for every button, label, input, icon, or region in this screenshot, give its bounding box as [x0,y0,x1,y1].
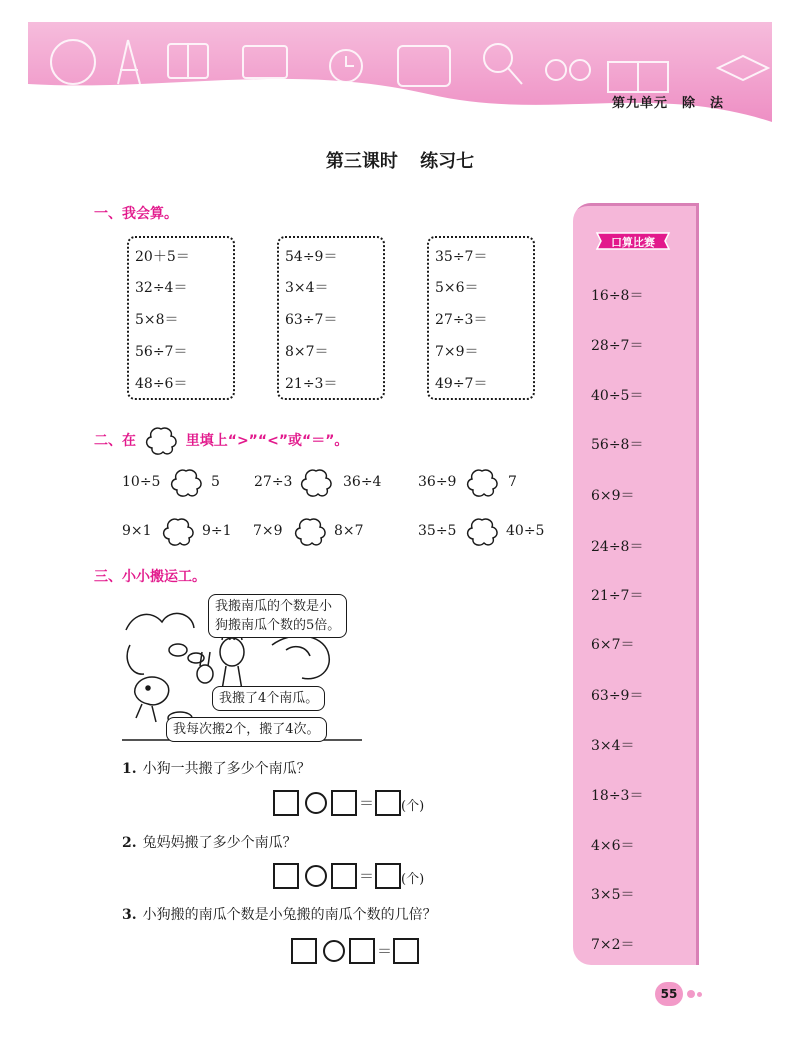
operator-circle[interactable] [305,865,327,887]
oral-item: 21÷7＝ [591,588,644,604]
question-text: 小狗搬的南瓜个数是小兔搬的南瓜个数的几倍？ [142,907,437,923]
calc-item: 27÷3＝ [435,312,488,328]
answer-row-1 [273,790,453,814]
oral-calc-tag-text: 口算比赛 [611,236,655,249]
calc-item: 49÷7＝ [435,376,488,392]
decorative-dot [697,992,702,997]
calc-item: 32÷4＝ [135,280,188,296]
oral-item: 3×5＝ [591,887,635,903]
answer-box[interactable] [331,790,357,816]
calc-box-3 [427,236,535,400]
flower-icon [143,426,179,456]
oral-item: 6×9＝ [591,488,635,504]
answer-box[interactable] [331,863,357,889]
question-text: 兔妈妈搬了多少个南瓜？ [142,835,297,851]
oral-item: 6×7＝ [591,637,635,653]
compare-right: 36÷4 [343,474,382,490]
oral-calc-sidebar [573,203,699,965]
oral-item: 3×4＝ [591,738,635,754]
oral-item: 56÷8＝ [591,437,644,453]
oral-item: 16÷8＝ [591,288,644,304]
lesson-title [0,147,800,173]
calc-item: 8×7＝ [285,344,329,360]
compare-left: 7×9 [253,523,283,539]
section-1-title: 一、我会算。 [94,206,178,222]
dog-speech-bubble: 我每次搬2个，搬了4次。 [166,717,327,742]
calc-item: 7×9＝ [435,344,479,360]
rabbit-speech-bubble: 我搬了4个南瓜。 [212,686,325,711]
section-2-title-pre: 二、在 [94,433,136,449]
compare-flower-blank[interactable] [298,468,334,498]
oral-calc-tag [593,231,673,251]
calc-item: 35÷7＝ [435,249,488,265]
calc-item: 63÷7＝ [285,312,338,328]
equals-sign: ＝ [359,794,375,812]
calc-item: 21÷3＝ [285,376,338,392]
compare-left: 36÷9 [418,474,457,490]
compare-left: 10÷5 [122,474,161,490]
question-1 [122,758,311,778]
compare-flower-blank[interactable] [168,468,204,498]
oral-item: 24÷8＝ [591,539,644,555]
answer-box[interactable] [349,938,375,964]
oral-item: 28÷7＝ [591,338,644,354]
compare-left: 35÷5 [418,523,457,539]
question-text: 小狗一共搬了多少个南瓜？ [142,761,311,777]
answer-box[interactable] [375,863,401,889]
lesson-title-lesson: 第三课时 [325,151,398,172]
unit-label: 第九单元 除 法 [612,96,725,111]
answer-box[interactable] [291,938,317,964]
compare-flower-blank[interactable] [464,517,500,547]
calc-item: 54÷9＝ [285,249,338,265]
compare-right: 7 [508,474,517,490]
equals-sign: ＝ [377,942,393,960]
calc-item: 56÷7＝ [135,344,188,360]
answer-box[interactable] [273,863,299,889]
oral-item: 7×2＝ [591,937,635,953]
compare-right: 5 [211,474,220,490]
calc-box-2 [277,236,385,400]
rabbit-mom-speech-bubble [208,594,347,638]
lesson-title-exercise: 练习七 [420,151,475,172]
compare-flower-blank[interactable] [160,517,196,547]
compare-flower-blank[interactable] [292,517,328,547]
answer-box[interactable] [393,938,419,964]
section-3-title: 三、小小搬运工。 [94,569,206,585]
compare-flower-blank[interactable] [464,468,500,498]
equals-sign: ＝ [359,867,375,885]
question-number: 1. [122,761,137,777]
question-3 [122,904,437,924]
answer-box[interactable] [273,790,299,816]
oral-item: 40÷5＝ [591,388,644,404]
calc-item: 48÷6＝ [135,376,188,392]
page-number: 55 [655,982,683,1006]
compare-left: 9×1 [122,523,152,539]
compare-right: 40÷5 [506,523,545,539]
answer-row-2 [273,863,453,887]
answer-row-3 [291,938,431,962]
operator-circle[interactable] [323,940,345,962]
answer-unit: (个) [401,872,425,887]
oral-item: 63÷9＝ [591,688,644,704]
oral-item: 18÷3＝ [591,788,644,804]
story-illustration [122,590,372,745]
compare-left: 27÷3 [254,474,293,490]
bubble-line: 我搬南瓜的个数是小 [215,599,333,614]
calc-item: 5×8＝ [135,312,179,328]
question-2 [122,832,297,852]
header-banner [28,22,772,132]
calc-item: 3×4＝ [285,280,329,296]
decorative-dot [687,990,695,998]
answer-box[interactable] [375,790,401,816]
compare-right: 9÷1 [202,523,232,539]
calc-item: 20＋5＝ [135,249,190,265]
oral-item: 4×6＝ [591,838,635,854]
calc-item: 5×6＝ [435,280,479,296]
question-number: 2. [122,835,137,851]
bubble-line: 狗搬南瓜个数的5倍。 [215,618,341,633]
operator-circle[interactable] [305,792,327,814]
answer-unit: (个) [401,799,425,814]
section-2-title [94,426,348,456]
section-2-title-post: 里填上“>”“<”或“＝”。 [185,433,349,449]
calc-box-1 [127,236,235,400]
compare-right: 8×7 [334,523,364,539]
question-number: 3. [122,907,137,923]
